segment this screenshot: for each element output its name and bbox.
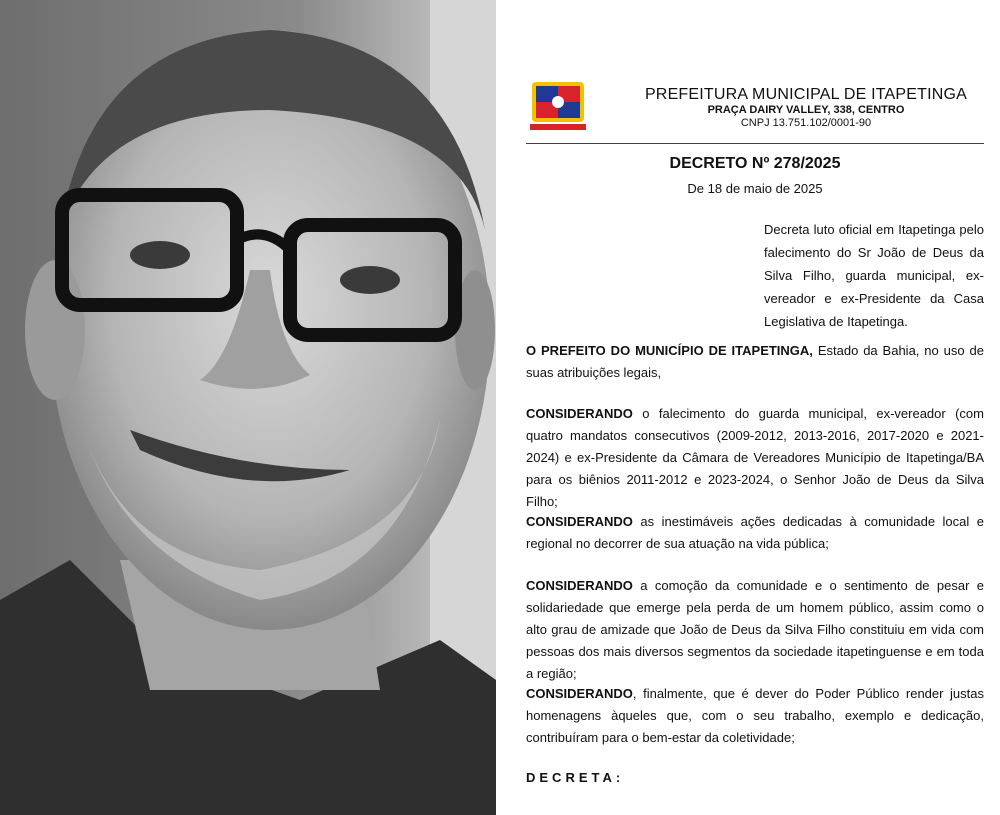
considerando-text: o falecimento do guarda municipal, ex-vereador (com quatro mandatos consecutivos (2009-2012, 2013-2016, 2017-2020 e 2021-2024) e ex-Presidente da Câmara de Vereadores Município de Itapetinga/BA para os biênios 2011-2012 e 2023-2024, o Senhor João de Deus da Silva Filho; [526,406,984,509]
considerando-paragraph-4 [526,683,984,749]
org-cnpj: CNPJ 13.751.102/0001-90 [740,117,872,129]
preamble-bold: O PREFEITO DO MUNICÍPIO DE ITAPETINGA, [526,343,813,358]
considerando-label: CONSIDERANDO [526,578,633,593]
considerando-paragraph-2 [526,511,984,555]
decree-summary: Decreta luto oficial em Itapetinga pelo falecimento do Sr João de Deus da Silva Filho, guarda municipal, ex-vereador e ex-Presidente da Casa Legislativa de Itapetinga. [764,222,984,329]
portrait-photo [0,0,496,815]
org-block [626,86,986,130]
decreta-heading: DECRETA: [526,770,625,785]
org-address: PRAÇA DAIRY VALLEY, 338, CENTRO [707,104,905,116]
considerando-text: a comoção da comunidade e o sentimento de pesar e solidariedade que emerge pela perda de um homem público, assim como o alto grau de amizade que João de Deus da Silva Filho constituiu em vida com pessoas dos mais diversos segmentos da sociedade itapetinguense e em toda a região; [526,578,984,681]
portrait-illustration [0,0,496,815]
decree-title: DECRETO Nº 278/2025 [669,155,841,172]
preamble-paragraph [526,340,984,384]
document-header [526,78,986,138]
considerando-label: CONSIDERANDO [526,406,633,421]
header-divider [526,143,984,144]
decree-date: De 18 de maio de 2025 [687,181,823,196]
considerando-text: , finalmente, que é dever do Poder Público render justas homenagens àqueles que, com o seu trabalho, exemplo e dedicação, contribuíram para o bem-estar da coletividade; [526,686,984,745]
municipal-coat-of-arms-icon [526,78,590,132]
considerando-label: CONSIDERANDO [526,514,633,529]
decree-document [496,0,1000,815]
considerando-paragraph-3 [526,575,984,685]
preamble-text: Estado da Bahia, no uso de suas atribuições legais, [526,343,984,380]
considerando-text: as inestimáveis ações dedicadas à comunidade local e regional no decorrer de sua atuação na vida pública; [526,514,984,551]
considerando-paragraph-1 [526,403,984,513]
org-name: PREFEITURA MUNICIPAL DE ITAPETINGA [644,86,968,103]
considerando-label: CONSIDERANDO [526,686,633,701]
